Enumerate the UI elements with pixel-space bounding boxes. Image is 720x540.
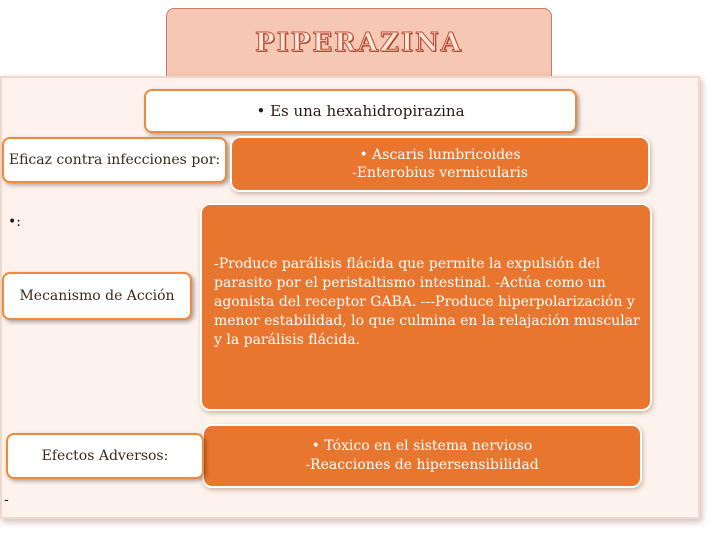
efectos-line-2: -Reacciones de hipersensibilidad (305, 457, 539, 473)
eficaz-content-box (230, 136, 650, 192)
eficaz-line-2: -Enterobius vermicularis (352, 165, 528, 181)
eficaz-label: Eficaz contra infecciones por: (2, 137, 227, 183)
efectos-line-1: • Tóxico en el sistema nervioso (311, 438, 533, 455)
mecanismo-content-box (200, 203, 652, 411)
definition-box: • Es una hexahidropirazina (144, 89, 577, 133)
stray-bullet: •: (8, 214, 21, 230)
efectos-content-box (202, 424, 642, 488)
mecanismo-label: Mecanismo de Acción (2, 272, 192, 320)
eficaz-line-1: • Ascaris lumbricoides (359, 146, 521, 163)
stray-dash: - (4, 492, 9, 508)
efectos-label: Efectos Adversos: (6, 433, 204, 479)
slide-title: PIPERAZINA (255, 28, 463, 58)
mecanismo-text: -Produce parálisis flácida que permite la expulsión del parasito por el peristaltismo intestinal. -Actúa como un agonista del receptor GABA. ---Produce hiperpolarización y menor estabilidad, lo que culmina en la relajación muscular y la parálisis flácida. (214, 256, 640, 348)
